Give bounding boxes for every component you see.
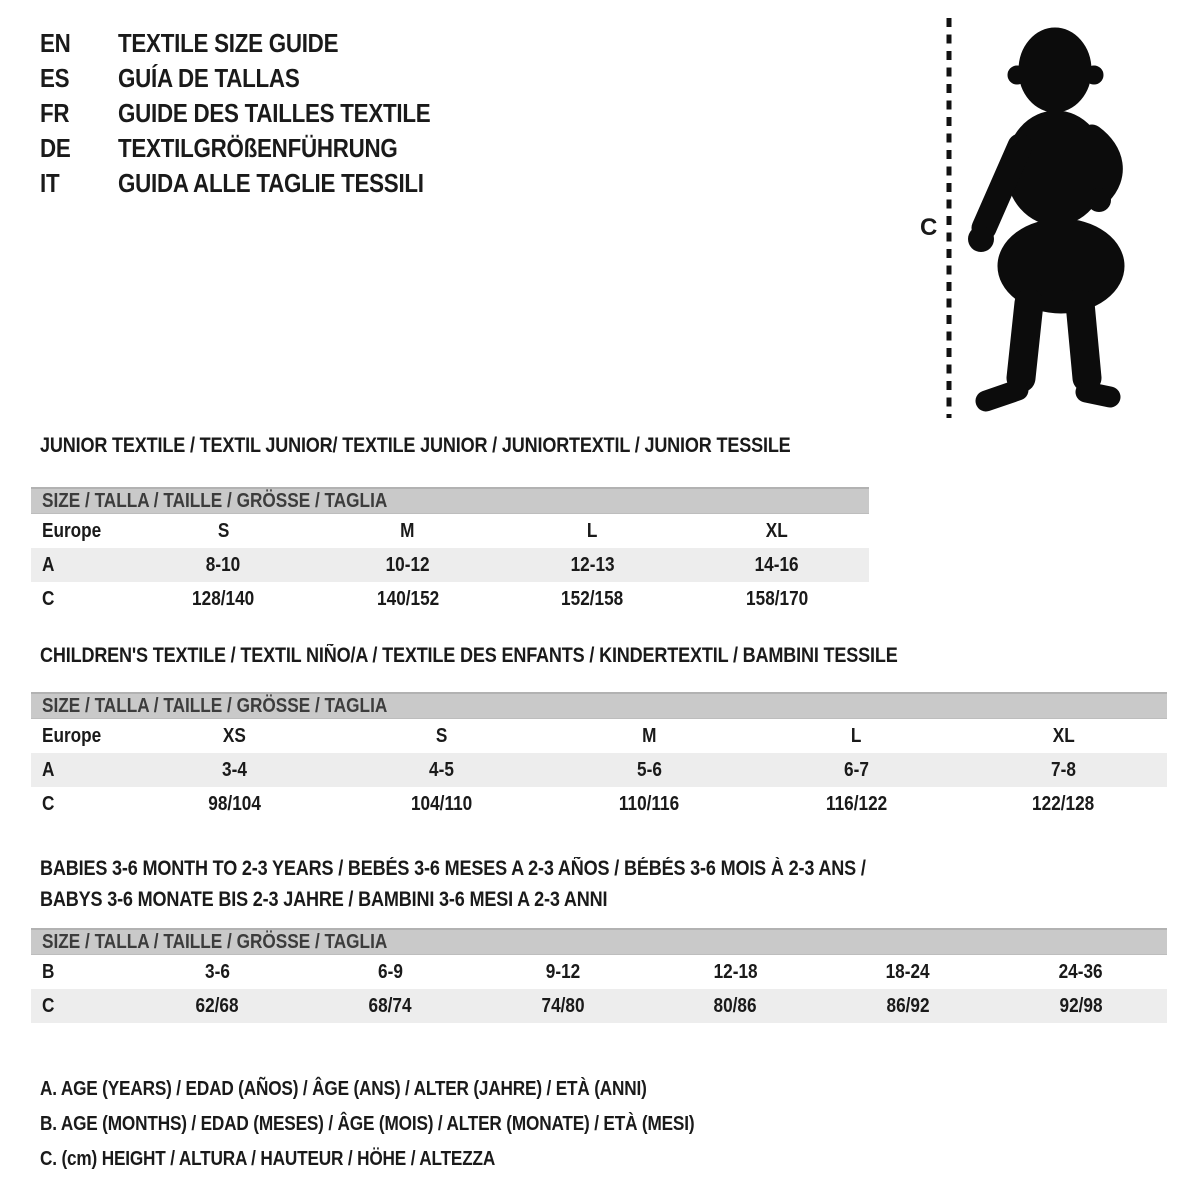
table-cell bbox=[131, 725, 338, 748]
table-cell bbox=[338, 725, 545, 748]
table-header-text: SIZE / TALLA / TAILLE / GRÖSSE / TAGLIA bbox=[42, 930, 388, 953]
row-label-text: C bbox=[42, 792, 55, 815]
table-cell bbox=[960, 759, 1167, 782]
table-cell bbox=[500, 520, 685, 543]
table-row bbox=[31, 548, 869, 582]
table-cell-text: 8-10 bbox=[206, 553, 241, 576]
language-title bbox=[118, 28, 374, 59]
legend bbox=[40, 1072, 1200, 1177]
table-header-text: SIZE / TALLA / TAILLE / GRÖSSE / TAGLIA bbox=[42, 694, 388, 717]
table-cell bbox=[685, 588, 870, 611]
row-label bbox=[31, 588, 131, 611]
table-cell-text: 152/158 bbox=[561, 587, 624, 610]
table-cell-text: 92/98 bbox=[1059, 994, 1103, 1017]
table-cell-text: 74/80 bbox=[541, 994, 585, 1017]
language-title bbox=[118, 168, 474, 199]
table-cell bbox=[304, 995, 477, 1018]
table-cell bbox=[500, 588, 685, 611]
table-header bbox=[31, 928, 1167, 955]
table-cell bbox=[476, 961, 649, 984]
section-title bbox=[40, 430, 913, 461]
height-dashed-line-icon bbox=[944, 16, 954, 420]
table-cell-text: 14-16 bbox=[754, 553, 799, 576]
table-cell bbox=[131, 759, 338, 782]
legend-line: C. (cm) HEIGHT / ALTURA / HAUTEUR / HÖHE / ALTEZZA bbox=[40, 1148, 496, 1170]
table-cell-text: L bbox=[586, 519, 598, 542]
table-cell bbox=[338, 759, 545, 782]
legend-line: B. AGE (MONTHS) / EDAD (MESES) / ÂGE (MOIS) / ALTER (MONATE) / ETÀ (MESI) bbox=[40, 1113, 695, 1135]
size-table-junior bbox=[31, 487, 869, 616]
table-row bbox=[31, 989, 1167, 1023]
table-cell-text: XL bbox=[1052, 724, 1075, 747]
language-code bbox=[40, 98, 118, 129]
language-row bbox=[40, 131, 481, 166]
table-cell-text: 24-36 bbox=[1058, 960, 1103, 983]
table-cell bbox=[649, 961, 822, 984]
table-cell-text: 6-7 bbox=[843, 758, 869, 781]
language-title-text: TEXTILGRÖßENFÜHRUNG bbox=[118, 133, 398, 163]
section-title bbox=[40, 853, 1200, 915]
table-cell bbox=[960, 793, 1167, 816]
table-cell bbox=[131, 588, 316, 611]
language-title-text: GUIDA ALLE TAGLIE TESSILI bbox=[118, 168, 424, 198]
language-row bbox=[40, 166, 481, 201]
table-cell-text: 18-24 bbox=[886, 960, 931, 983]
language-title bbox=[118, 98, 481, 129]
language-row bbox=[40, 26, 481, 61]
table-cell bbox=[994, 995, 1167, 1018]
size-table-children bbox=[31, 692, 1167, 821]
table-cell-text: 86/92 bbox=[886, 994, 930, 1017]
table-row bbox=[31, 955, 1167, 989]
table-cell bbox=[753, 793, 960, 816]
row-label bbox=[31, 520, 131, 543]
table-cell-text: 3-6 bbox=[204, 960, 230, 983]
table-cell-text: 5-6 bbox=[636, 758, 662, 781]
row-label-text: C bbox=[42, 994, 55, 1017]
row-label-text: C bbox=[42, 587, 55, 610]
section-title-line: JUNIOR TEXTILE / TEXTIL JUNIOR/ TEXTILE JUNIOR / JUNIORTEXTIL / JUNIOR TESSILE bbox=[40, 434, 791, 457]
table-cell bbox=[994, 961, 1167, 984]
height-measure-label: C bbox=[920, 214, 938, 241]
row-label-text: A bbox=[42, 553, 55, 576]
table-row bbox=[31, 719, 1167, 753]
table-cell-text: 80/86 bbox=[713, 994, 757, 1017]
table-cell bbox=[545, 759, 752, 782]
language-title bbox=[118, 63, 329, 94]
language-list bbox=[40, 26, 481, 201]
table-cell-text: 158/170 bbox=[745, 587, 808, 610]
table-cell bbox=[316, 520, 501, 543]
row-label bbox=[31, 554, 131, 577]
table-cell-text: 7-8 bbox=[1050, 758, 1076, 781]
table-cell bbox=[476, 995, 649, 1018]
table-cell-text: 6-9 bbox=[377, 960, 403, 983]
table-header bbox=[31, 487, 869, 514]
language-title-text: GUÍA DE TALLAS bbox=[118, 63, 300, 93]
table-cell bbox=[545, 725, 752, 748]
language-row bbox=[40, 61, 481, 96]
table-cell-text: 3-4 bbox=[222, 758, 248, 781]
table-row bbox=[31, 514, 869, 548]
table-row bbox=[31, 787, 1167, 821]
table-cell bbox=[131, 793, 338, 816]
table-cell bbox=[545, 793, 752, 816]
table-cell bbox=[685, 554, 870, 577]
table-cell bbox=[753, 725, 960, 748]
table-cell-text: 12-18 bbox=[713, 960, 758, 983]
table-cell-text: S bbox=[217, 519, 229, 542]
toddler-silhouette-icon bbox=[966, 18, 1132, 418]
table-cell bbox=[131, 961, 304, 984]
table-cell bbox=[500, 554, 685, 577]
table-cell bbox=[685, 520, 870, 543]
table-cell bbox=[822, 995, 995, 1018]
section-title-line: CHILDREN'S TEXTILE / TEXTIL NIÑO/A / TEXTILE DES ENFANTS / KINDERTEXTIL / BAMBINI TESSILE bbox=[40, 644, 898, 667]
table-cell bbox=[960, 725, 1167, 748]
table-cell bbox=[822, 961, 995, 984]
row-label-text: Europe bbox=[42, 519, 102, 542]
table-cell bbox=[131, 554, 316, 577]
language-code bbox=[40, 168, 118, 199]
table-cell bbox=[316, 554, 501, 577]
size-table-babies bbox=[31, 928, 1167, 1023]
row-label-text: Europe bbox=[42, 724, 102, 747]
section-title bbox=[40, 640, 1037, 671]
table-cell-text: XL bbox=[765, 519, 788, 542]
table-cell-text: M bbox=[641, 724, 657, 747]
legend-line: A. AGE (YEARS) / EDAD (AÑOS) / ÂGE (ANS) / ALTER (JAHRE) / ETÀ (ANNI) bbox=[40, 1078, 647, 1100]
language-title-text: GUIDE DES TAILLES TEXTILE bbox=[118, 98, 431, 128]
table-cell bbox=[753, 759, 960, 782]
table-cell bbox=[304, 961, 477, 984]
table-cell-text: 128/140 bbox=[192, 587, 255, 610]
language-code bbox=[40, 63, 118, 94]
table-cell-text: 140/152 bbox=[376, 587, 439, 610]
table-row bbox=[31, 753, 1167, 787]
section-title-line: BABIES 3-6 MONTH TO 2-3 YEARS / BEBÉS 3-6 MESES A 2-3 AÑOS / BÉBÉS 3-6 MOIS À 2-3 ANS / bbox=[40, 857, 866, 880]
language-code-text: EN bbox=[40, 28, 71, 58]
table-cell-text: 68/74 bbox=[368, 994, 412, 1017]
table-cell bbox=[649, 995, 822, 1018]
table-cell-text: 98/104 bbox=[208, 792, 261, 815]
table-cell-text: 62/68 bbox=[195, 994, 239, 1017]
row-label bbox=[31, 725, 131, 748]
height-measure-figure bbox=[920, 14, 1148, 424]
table-header-text: SIZE / TALLA / TAILLE / GRÖSSE / TAGLIA bbox=[42, 489, 388, 512]
language-row bbox=[40, 96, 481, 131]
table-cell bbox=[131, 995, 304, 1018]
table-cell-text: M bbox=[400, 519, 415, 542]
language-title bbox=[118, 133, 443, 164]
row-label-text: A bbox=[42, 758, 55, 781]
row-label bbox=[31, 759, 131, 782]
section-title-line: BABYS 3-6 MONATE BIS 2-3 JAHRE / BAMBINI 3-6 MESI A 2-3 ANNI bbox=[40, 888, 608, 911]
table-cell-text: 4-5 bbox=[429, 758, 455, 781]
table-header bbox=[31, 692, 1167, 719]
language-code-text: ES bbox=[40, 63, 70, 93]
row-label bbox=[31, 995, 131, 1018]
language-code-text: IT bbox=[40, 168, 60, 198]
table-row bbox=[31, 582, 869, 616]
row-label bbox=[31, 961, 131, 984]
table-cell-text: 10-12 bbox=[385, 553, 430, 576]
language-title-text: TEXTILE SIZE GUIDE bbox=[118, 28, 339, 58]
table-cell-text: L bbox=[850, 724, 862, 747]
language-code-text: DE bbox=[40, 133, 71, 163]
row-label bbox=[31, 793, 131, 816]
table-cell-text: 9-12 bbox=[545, 960, 580, 983]
table-cell bbox=[316, 588, 501, 611]
table-cell-text: 116/122 bbox=[825, 792, 887, 815]
table-cell-text: S bbox=[436, 724, 448, 747]
language-code bbox=[40, 133, 118, 164]
table-cell-text: 12-13 bbox=[570, 553, 615, 576]
table-cell bbox=[131, 520, 316, 543]
table-cell-text: 122/128 bbox=[1032, 792, 1095, 815]
table-cell-text: 110/116 bbox=[618, 792, 680, 815]
language-code bbox=[40, 28, 118, 59]
row-label-text: B bbox=[42, 960, 55, 983]
language-code-text: FR bbox=[40, 98, 70, 128]
table-cell-text: XS bbox=[223, 724, 247, 747]
table-cell-text: 104/110 bbox=[411, 792, 473, 815]
table-cell bbox=[338, 793, 545, 816]
